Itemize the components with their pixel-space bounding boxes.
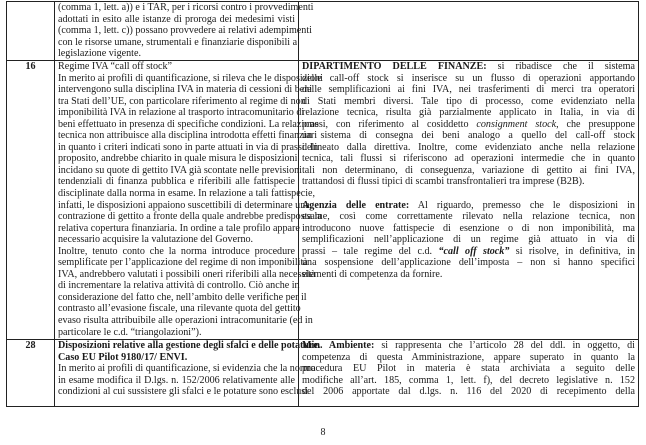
text-line: disciplinate dalla norma in esame. In relazione a tali fattispecie, xyxy=(58,188,316,200)
responder-label: Agenzia delle entrate: xyxy=(302,199,410,211)
text-line: intervengono sulla disciplina IVA in materia di cessioni di beni xyxy=(58,84,313,96)
text-fragment: prassi, con riferimento al cosiddetto xyxy=(302,118,477,130)
response-cell xyxy=(299,340,639,407)
text-line xyxy=(302,200,635,212)
text-line: necessario acquisire la valutazione del Governo. xyxy=(58,234,254,246)
text-line: contrazione di gettito a fronte della quale andrebbe predisposta la xyxy=(58,211,322,223)
observation-cell xyxy=(55,340,321,407)
text-line: contrasto all’evasione fiscale, una rilevante quota del gettito xyxy=(58,303,301,315)
text-line: competenza di questa Amministrazione, appare superato in quanto la xyxy=(302,351,635,363)
text-line: relativa copertura finanziaria. In ordine a tale profilo appare xyxy=(58,222,300,234)
table-row-28 xyxy=(7,340,639,407)
text-line: relazione tecnica, risulta già parzialmente applicato in Italia, in via di xyxy=(302,107,635,119)
text-line: adottati in esito alle istanze di proroga dei medesimi visti xyxy=(58,13,295,25)
blank-line xyxy=(302,188,635,200)
row-number-cell xyxy=(7,2,55,61)
text-line: tendenziali di finanza pubblica e riferibili alle fattispecie xyxy=(58,176,295,188)
text-line: procedura EU Pilot in materia è stata archiviata a seguito delle xyxy=(302,363,635,375)
report-table xyxy=(6,1,639,407)
text-line xyxy=(302,119,635,131)
article-title: Caso EU Pilot 9180/17/ ENVI. xyxy=(58,351,188,363)
text-line: una sospensione dell’applicazione dell’imposta – non si hanno specifici xyxy=(302,257,635,269)
text-line: (comma 1, lett. a)) e i TAR, per i ricorsi contro i provvedimenti xyxy=(58,2,314,13)
responder-label: DIPARTIMENTO DELLE FINANZE: xyxy=(302,61,487,72)
text-line: beni effettuato in presenza di specifiche condizioni. La relazione xyxy=(58,118,319,130)
text-fragment: Al riguardo, premesso che le disposizioni in xyxy=(409,199,635,211)
text-line: considerazione del fatto che, nell’ambito delle verifiche per il xyxy=(58,291,307,303)
response-cell xyxy=(299,61,639,340)
text-line: In merito ai profili di quantificazione, si rileva che le disposizioni xyxy=(58,72,323,84)
responder-label: Min. Ambiente: xyxy=(302,340,375,351)
text-line: in esame modifica il D.lgs. n. 152/2006 relativamente alle xyxy=(58,374,295,386)
text-line xyxy=(302,61,635,73)
text-line: tali non determinano, di conseguenza, variazione di gettito ai fini IVA, xyxy=(302,164,635,176)
observation-cell xyxy=(55,2,314,61)
text-fragment: si ribadisce che il sistema xyxy=(486,61,635,72)
text-line: in quanto i criteri indicati sono in parte attuati in via di prassi. In xyxy=(58,141,319,153)
text-line xyxy=(302,340,635,352)
text-line: legislazione vigente. xyxy=(58,48,141,60)
italic-term: “call off stock” xyxy=(438,245,510,257)
text-line xyxy=(302,246,635,258)
text-line: Inoltre, tenuto conto che la norma introduce procedure xyxy=(58,245,295,257)
text-line: delineato dalla direttiva. Inoltre, come evidenziato anche nella relazione xyxy=(302,141,635,153)
text-fragment: si rappresenta che l’articolo 28 del ddl. in oggetto, di xyxy=(374,340,635,351)
text-line: IVA, andrebbero valutati i possibili oneri riferibili alla necessità xyxy=(58,268,316,280)
text-line: modifiche all’art. 185, comma 1, lett. f), del decreto legislative n. 152 xyxy=(302,374,635,386)
text-line: infatti, le disposizioni appaiono suscettibili di determinare una xyxy=(58,199,310,211)
text-line: condizioni al cui sussistere gli sfalci e le potature sono esclusi xyxy=(58,386,309,398)
text-line: tecnica non attribuisce alla disciplina introdotta effetti finanziari xyxy=(58,130,318,142)
text-line: trattandosi di flussi tipici di scambi transfrontalieri tra imprese (B2B). xyxy=(302,176,585,188)
article-title: Disposizioni relative alla gestione degli sfalci e delle potature. xyxy=(58,340,321,351)
text-line: con le risorse umane, strumentali e finanziarie disponibili a xyxy=(58,36,298,48)
text-line: introducono nuove fattispecie di esenzione o di non imponibilità, ma xyxy=(302,222,635,234)
table-row-16 xyxy=(7,61,639,340)
text-line: delle semplificazioni ai fini IVA, nei trasferimenti di merci tra operatori xyxy=(302,84,635,96)
page-number: 8 xyxy=(320,427,326,438)
article-title: Regime IVA “call off stock” xyxy=(58,61,172,72)
response-cell xyxy=(299,2,639,61)
text-line: tecnica, tali flussi si riferiscono ad operazioni intermedie che in quanto xyxy=(302,153,635,165)
text-line: semplificazioni nell’applicazione di un regime già attuato in via di xyxy=(302,234,635,246)
text-line: elementi di competenza da fornire. xyxy=(302,268,443,280)
text-fragment: prassi – tale regime del c.d. xyxy=(302,245,439,257)
text-line: imponibilità IVA in relazione al trasporto intracomunitario di xyxy=(58,107,305,119)
table-row-continuation xyxy=(7,2,639,61)
text-fragment: si risolve, in definitiva, in xyxy=(509,245,635,257)
text-line: di Stati membri diversi. Tale tipo di processo, come evidenziato nella xyxy=(302,95,635,107)
text-line: proposito, andrebbe chiarito in quale misura le disposizioni xyxy=(58,153,298,165)
text-line: delle call-off stock si inserisce su un flusso di operazioni apportando xyxy=(302,72,635,84)
text-line: tra Stati dell’UE, con particolare riferimento al regime di non xyxy=(58,95,306,107)
text-line: particolare le c.d. “triangolazioni”). xyxy=(58,326,202,338)
text-fragment: , che presuppone xyxy=(556,118,635,130)
text-line: esame, così come correttamente rilevato nella relazione tecnica, non xyxy=(302,211,635,223)
observation-cell xyxy=(55,61,323,340)
italic-term: consignment stock xyxy=(476,118,557,130)
text-line: di incrementare la relativa attività di controllo. Ciò anche in xyxy=(58,280,300,292)
row-number: 16 xyxy=(7,61,55,340)
text-line: incidano su quote di gettito IVA già scontate nelle previsioni xyxy=(58,164,302,176)
text-line: (comma 1, lett. c)) possano provvedere ai relativi adempimenti xyxy=(58,25,312,37)
text-line: In merito ai profili di quantificazione, si evidenzia che la norma xyxy=(58,363,316,375)
text-line: del 2006 apportate dal d.lgs. n. 116 del 2020 di recepimento della xyxy=(302,386,635,398)
text-line: un sistema di consegna dei beni analogo a quello del call-off stock xyxy=(302,130,635,142)
text-line: semplificate per l’applicazione del regime di non imponibilità xyxy=(58,257,308,269)
text-line: evaso risulta attribuibile alle operazioni intracomunitarie (ed in xyxy=(58,315,313,327)
row-number: 28 xyxy=(7,340,55,407)
